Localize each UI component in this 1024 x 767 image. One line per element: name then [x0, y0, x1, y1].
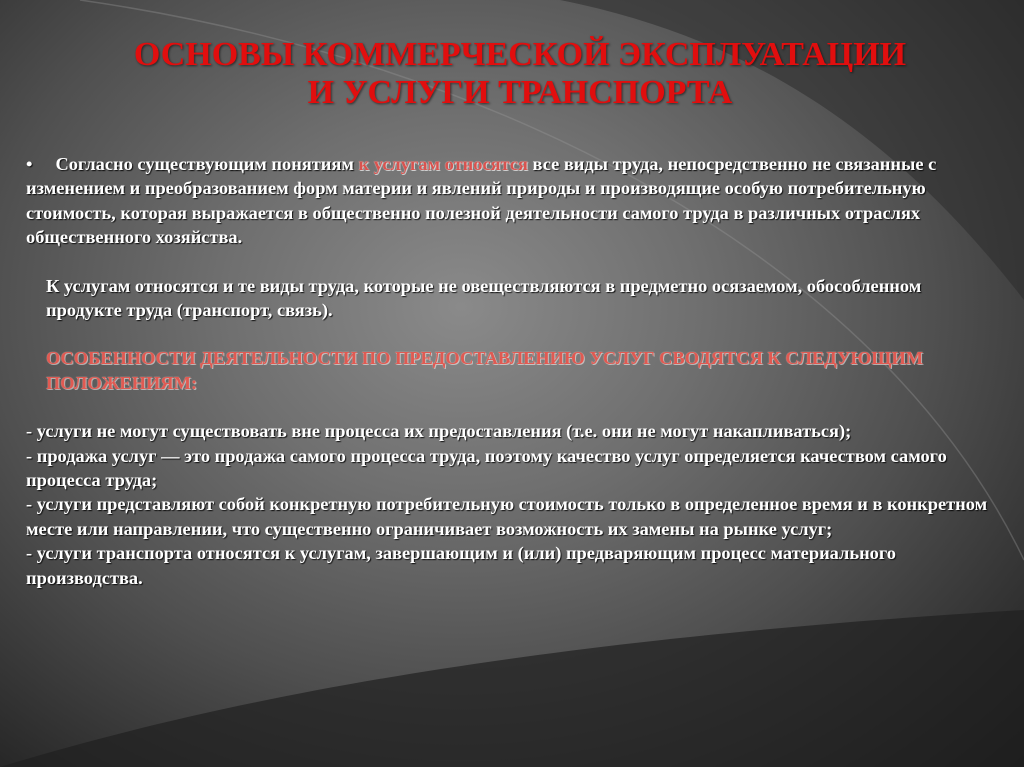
list-item: - услуги представляют собой конкретную потребительную стоимость только в определенное время и в конкретном месте или направлении, что существенно ограничивает возможность их замены на рынке услуг;: [26, 494, 988, 539]
features-heading: ОСОБЕННОСТИ ДЕЯТЕЛЬНОСТИ ПО ПРЕДОСТАВЛЕНИЮ УСЛУГ СВОДЯТСЯ К СЛЕДУЮЩИМ ПОЛОЖЕНИЯМ:: [46, 348, 924, 393]
spacer: [26, 322, 1001, 346]
bullet-marker: •: [26, 154, 33, 174]
paragraph-1-intro: Согласно существующим понятиям: [55, 154, 354, 174]
paragraph-1: [26, 152, 1001, 250]
slide-body: [26, 152, 1001, 590]
spacer: [26, 395, 1001, 419]
title-line-1: ОСНОВЫ КОММЕРЧЕСКОЙ ЭКСПЛУАТАЦИИ: [133, 36, 907, 73]
list-item: - услуги транспорта относятся к услугам, завершающим и (или) предваряющим процесс материального производства.: [26, 543, 896, 588]
slide-title: [40, 36, 1000, 112]
highlighted-term: к услугам относятся: [358, 154, 528, 174]
swoosh-bottom: [0, 610, 1024, 767]
paragraph-1-rest: все виды труда, непосредственно не связанные с изменением и преобразованием форм материи и явлений природы и производящие особую потребительную стоимость, которая выражается в общественно полезной деятельности самого труда в различных отраслях общественного хозяйства.: [26, 154, 937, 248]
spacer: [26, 250, 1001, 274]
title-line-2: И УСЛУГИ ТРАНСПОРТА: [307, 74, 733, 111]
list-item: - услуги не могут существовать вне процесса их предоставления (т.е. они не могут накапливаться);: [26, 421, 852, 442]
paragraph-2: К услугам относятся и те виды труда, которые не овеществляются в предметно осязаемом, обособленном продукте труда (транспорт, связь).: [46, 275, 922, 321]
list-item: - продажа услуг — это продажа самого процесса труда, поэтому качество услуг определяется качеством самого процесса труда;: [26, 445, 947, 491]
